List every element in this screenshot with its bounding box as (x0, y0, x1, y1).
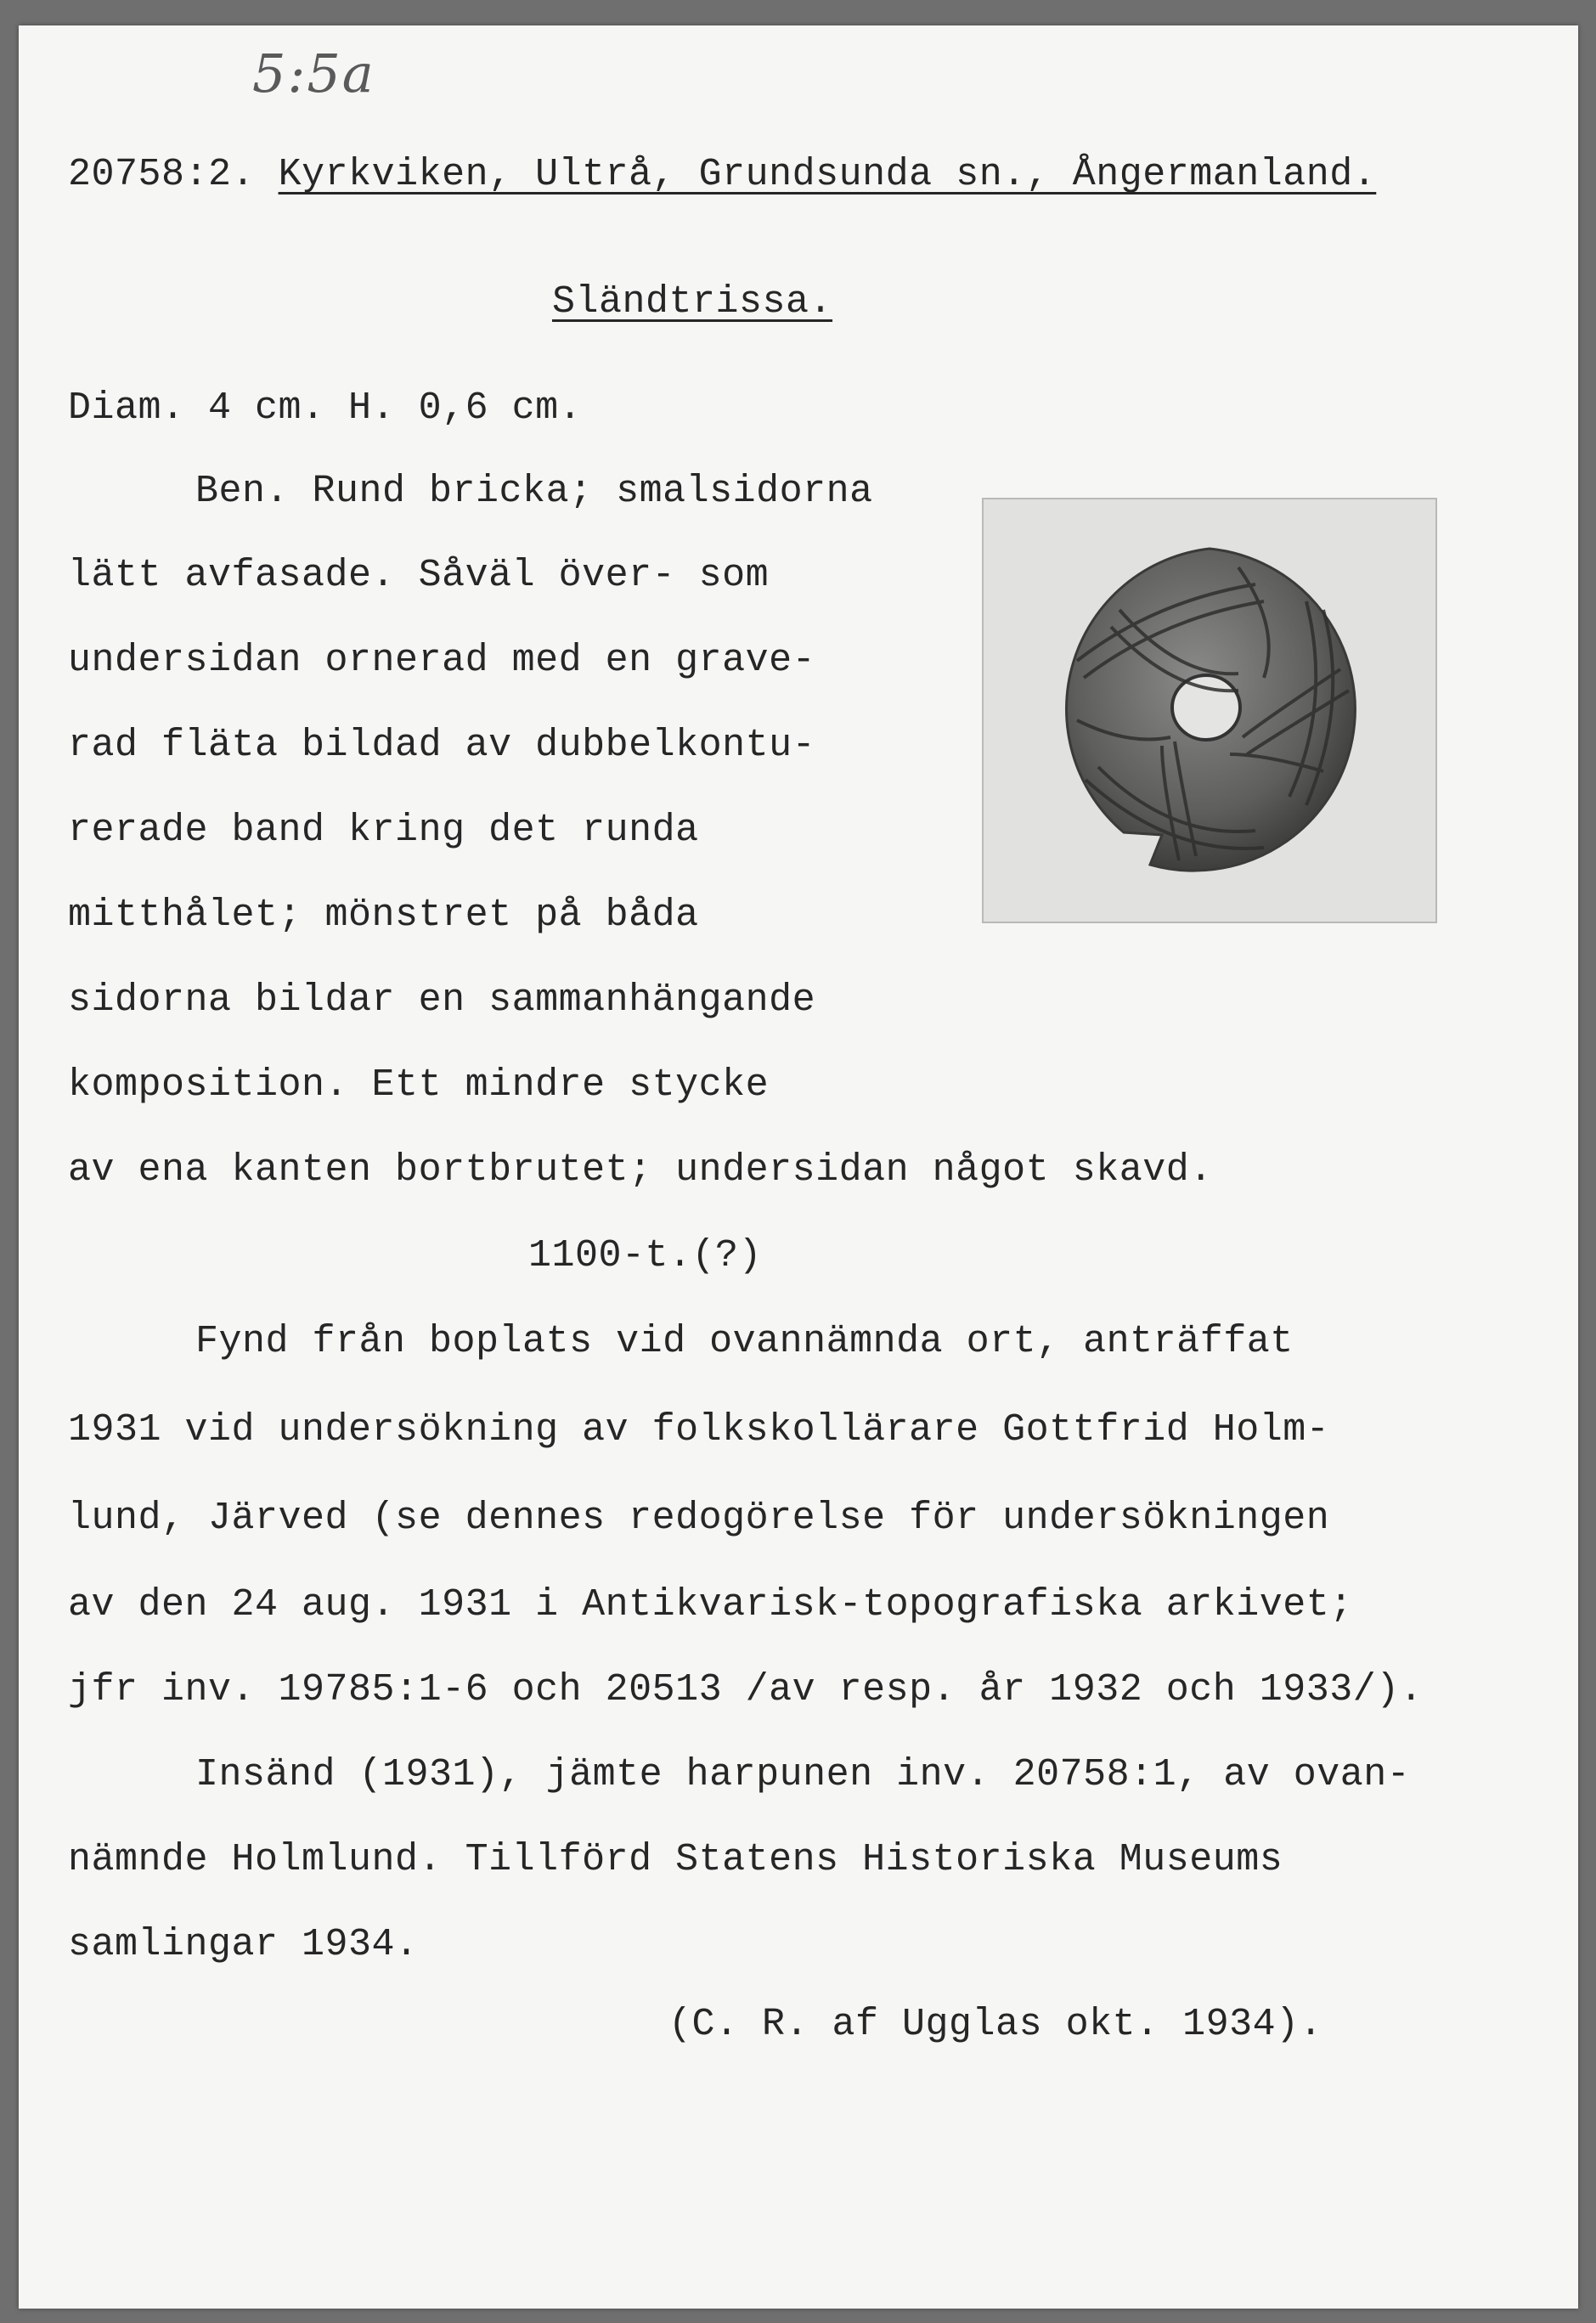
find-line: Fynd från boplats vid ovannämnda ort, anträffat (195, 1320, 1294, 1363)
acquisition-line: nämnde Holmlund. Tillförd Statens Historiska Museums (68, 1838, 1283, 1881)
acquisition-line: samlingar 1934. (68, 1923, 419, 1966)
description-line: rerade band kring det runda (68, 809, 699, 852)
find-line: av den 24 aug. 1931 i Antikvarisk-topografiska arkivet; (68, 1583, 1353, 1627)
object-title: Sländtrissa. (552, 280, 833, 324)
description-line: sidorna bildar en sammanhängande (68, 978, 816, 1022)
description-line: komposition. Ett mindre stycke (68, 1063, 770, 1107)
find-line: 1931 vid undersökning av folkskollärare Gottfrid Holm- (68, 1408, 1330, 1452)
description-line: undersidan ornerad med en grave- (68, 639, 816, 682)
handwritten-mark: 5:5a (252, 42, 375, 104)
find-line: lund, Järved (se dennes redogörelse för undersökningen (68, 1497, 1330, 1540)
signature: (C. R. af Ugglas okt. 1934). (668, 2003, 1323, 2046)
description-line: Ben. Rund bricka; smalsidorna (195, 470, 873, 513)
card-header (68, 153, 1376, 196)
spindle-whorl-image (984, 499, 1435, 922)
spindle-whorl-photo (982, 498, 1437, 923)
description-line: rad fläta bildad av dubbelkontu- (68, 724, 816, 767)
measurements: Diam. 4 cm. H. 0,6 cm. (68, 386, 583, 430)
location-text: Kyrkviken, Ultrå, Grundsunda sn., Ångermanland. (278, 153, 1377, 196)
inventory-number: 20758:2. (68, 153, 256, 196)
find-line: jfr inv. 19785:1-6 och 20513 /av resp. år 1932 och 1933/). (68, 1668, 1424, 1711)
catalog-card (19, 25, 1578, 2309)
acquisition-line: Insänd (1931), jämte harpunen inv. 20758:1, av ovan- (195, 1753, 1411, 1796)
description-line: lätt avfasade. Såväl över- som (68, 554, 770, 597)
dating: 1100-t.(?) (528, 1234, 763, 1277)
description-line: mitthålet; mönstret på båda (68, 894, 699, 937)
description-line: av ena kanten bortbrutet; undersidan något skavd. (68, 1148, 1213, 1192)
